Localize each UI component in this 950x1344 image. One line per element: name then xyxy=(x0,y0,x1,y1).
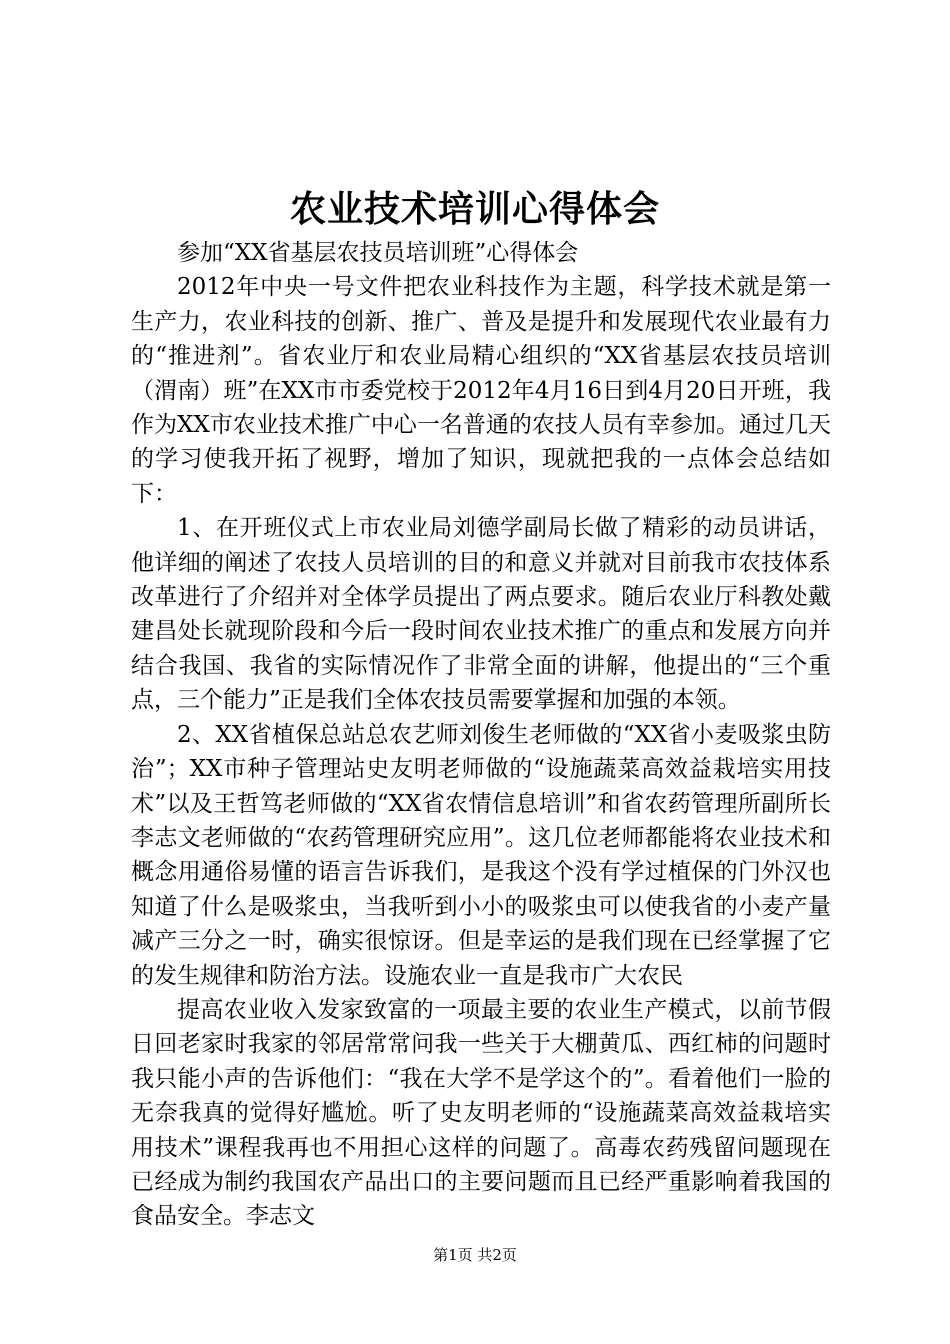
continuation-paragraph: 提高农业收入发家致富的一项最主要的农业生产模式，以前节假日回老家时我家的邻居常常问我一些关于大棚黄瓜、西红柿的问题时我只能小声的告诉他们：“我在大学不是学这个的”。看着他们一脸的无奈我真的觉得好尴尬。听了史友明老师的“设施蔬菜高效益栽培实用技术”课程我再也不用担心这样的问题了。高毒农药残留问题现在已经成为制约我国农产品出口的主要问题而且已经严重影响着我国的食品安全。李志文 xyxy=(131,996,831,1230)
point-two-paragraph: 2、XX省植保总站总农艺师刘俊生老师做的“XX省小麦吸浆虫防治”；XX市种子管理站史友明老师做的“设施蔬菜高效益栽培实用技术”以及王哲笃老师做的“XX省农情信息培训”和省农药管理所副所长李志文老师做的“农药管理研究应用”。这几位老师都能将农业技术和概念用通俗易懂的语言告诉我们，是我这个没有学过植保的门外汉也知道了什么是吸浆虫，当我听到小小的吸浆虫可以使我省的小麦产量减产三分之一时，确实很惊讶。但是幸运的是我们现在已经掌握了它的发生规律和防治方法。设施农业一直是我市广大农民 xyxy=(131,721,831,989)
document-body xyxy=(131,236,831,1234)
intro-paragraph: 2012年中央一号文件把农业科技作为主题，科学技术就是第一生产力，农业科技的创新、推广、普及是提升和发展现代农业最有力的“推进剂”。省农业厅和农业局精心组织的“XX省基层农技员培训（渭南）班”在XX市市委党校于2012年4月16日到4月20日开班，我作为XX市农业技术推广中心一名普通的农技人员有幸参加。通过几天的学习使我开拓了视野，增加了知识，现就把我的一点体会总结如下： xyxy=(131,274,831,507)
subtitle-paragraph: 参加“XX省基层农技员培训班”心得体会 xyxy=(177,240,579,266)
point-one-paragraph: 1、在开班仪式上市农业局刘德学副局长做了精彩的动员讲话，他详细的阐述了农技人员培训的目的和意义并就对目前我市农技体系改革进行了介绍并对全体学员提出了两点要求。随后农业厅科教处戴建昌处长就现阶段和今后一段时间农业技术推广的重点和发展方向并结合我国、我省的实际情况作了非常全面的讲解，他提出的“三个重点，三个能力”正是我们全体农技员需要掌握和加强的本领。 xyxy=(131,515,831,714)
document-title: 农业技术培训心得体会 xyxy=(289,188,660,230)
page-number-footer: 第1页 共2页 xyxy=(433,1246,517,1264)
